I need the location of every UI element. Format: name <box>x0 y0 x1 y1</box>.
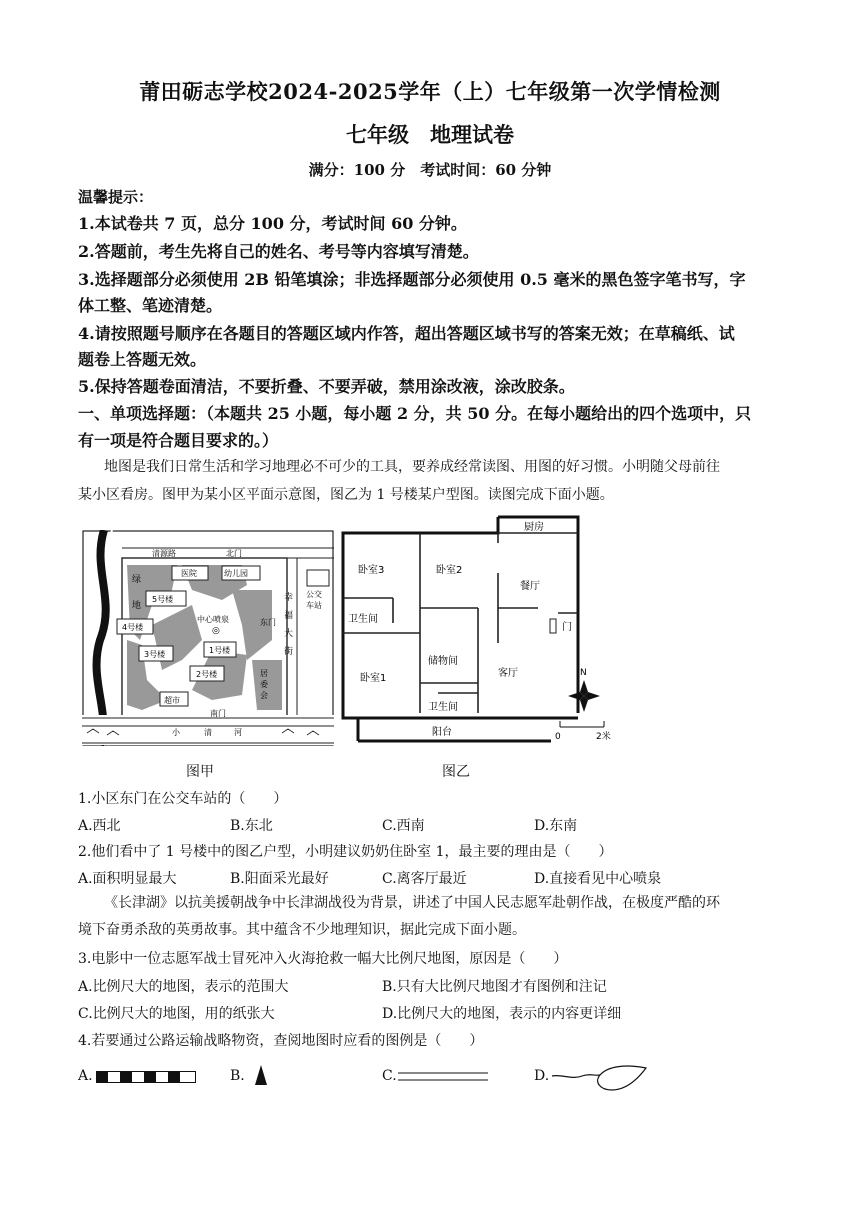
room-label: 餐厅 <box>520 581 540 592</box>
map-label: 福 <box>284 611 294 621</box>
map-label: 公交 <box>306 590 322 599</box>
option-c[interactable]: C.离客厅最近 <box>382 871 467 887</box>
map-label: 北门 <box>226 549 242 558</box>
room-label: 门 <box>562 622 572 633</box>
room-label: 阳台 <box>432 727 452 738</box>
room-label: 卫生间 <box>348 614 378 625</box>
room-label: 卧室2 <box>436 565 463 576</box>
north-label: N <box>580 668 587 678</box>
map-label: 1号楼 <box>209 646 231 655</box>
map-label: 河 <box>234 728 242 737</box>
notice-item: 体工整、笔迹清楚。 <box>78 296 223 315</box>
option-a[interactable]: A.比例尺大的地图，表示的范围大 <box>78 979 289 995</box>
option-a[interactable]: A.面积明显最大 <box>78 871 177 887</box>
intro-paragraph: 某小区看房。图甲为某小区平面示意图，图乙为 1 号楼某户型图。读图完成下面小题。 <box>78 487 614 503</box>
map-label: 中心喷泉 <box>197 615 229 624</box>
map-label: 2号楼 <box>196 670 218 679</box>
question-stem: 1.小区东门在公交车站的（ ） <box>78 791 288 807</box>
map-label: 医院 <box>181 569 197 578</box>
compass-icon <box>568 680 600 712</box>
notice-item: 5.保持答题卷面清洁，不要折叠、不要弄破，禁用涂改液，涂改胶条。 <box>78 377 575 396</box>
notice-item: 题卷上答题无效。 <box>78 350 207 369</box>
option-d[interactable]: D. <box>534 1068 550 1084</box>
room-label: 卧室3 <box>358 565 385 576</box>
option-b[interactable]: B.只有大比例尺地图才有图例和注记 <box>382 979 607 995</box>
option-c[interactable]: C.西南 <box>382 818 425 834</box>
notice-item: 2.答题前，考生先将自己的姓名、考号等内容填写清楚。 <box>78 242 479 261</box>
map-label: 居 <box>260 669 268 678</box>
section-heading: 有一项是符合题目要求的。） <box>78 431 279 450</box>
option-b[interactable]: B. <box>230 1068 245 1084</box>
apartment-floor-plan <box>338 513 628 753</box>
room-label: 厨房 <box>524 522 544 533</box>
room-label: 客厅 <box>498 668 518 679</box>
map-label: 幸 <box>284 593 294 603</box>
notice-item: 4.请按照题号顺序在各题目的答题区域内作答，超出答题区域书写的答案无效；在草稿纸、试 <box>78 324 735 343</box>
question-stem: 2.他们看中了 1 号楼中的图乙户型，小明建议奶奶住卧室 1，最主要的理由是（ ） <box>78 844 613 860</box>
map-label: 清 <box>204 728 212 737</box>
intro-paragraph: 地图是我们日常生活和学习地理必不可少的工具，要养成经常读图、用图的好习惯。小明随父母前往 <box>104 459 720 475</box>
option-b[interactable]: B.阳面采光最好 <box>230 871 329 887</box>
map-label: 南门 <box>210 709 226 718</box>
map-label: 会 <box>260 691 268 700</box>
scale-label: 0 <box>555 732 561 742</box>
room-label: 卫生间 <box>428 702 458 713</box>
notice-heading: 温馨提示： <box>78 188 154 206</box>
community-plan-map <box>82 530 334 746</box>
map-label: 超市 <box>164 696 180 705</box>
highway-symbol-icon <box>398 1070 490 1084</box>
exam-subtitle: 七年级 地理试卷 <box>346 122 514 147</box>
option-d[interactable]: D.比例尺大的地图，表示的内容更详细 <box>382 1006 622 1022</box>
notice-item: 3.选择题部分必须使用 2B 铅笔填涂；非选择题部分必须使用 0.5 毫米的黑色签字笔书写，字 <box>78 270 746 289</box>
scale-label: 2米 <box>596 732 611 742</box>
option-d[interactable]: D.东南 <box>534 818 578 834</box>
map-label: 地 <box>132 601 142 611</box>
map-label: 大 <box>284 629 294 639</box>
railway-symbol-icon <box>96 1069 196 1085</box>
map-label: 4号楼 <box>122 623 144 632</box>
question-stem: 3.电影中一位志愿军战士冒死冲入火海抢救一幅大比例尺地图，原因是（ ） <box>78 951 568 967</box>
map-label: 街 <box>284 647 294 657</box>
section-heading: 一、单项选择题：（本题共 25 小题，每小题 2 分，共 50 分。在每小题给出的四个选项中，只 <box>78 404 752 423</box>
score-line: 满分：100 分 考试时间：60 分钟 <box>308 161 552 179</box>
option-c[interactable]: C. <box>382 1068 397 1084</box>
map-label: 绿 <box>132 575 142 585</box>
option-c[interactable]: C.比例尺大的地图，用的纸张大 <box>78 1006 275 1022</box>
room-label: 储物间 <box>428 656 458 667</box>
map-label: 小 <box>172 728 180 737</box>
option-b[interactable]: B.东北 <box>230 818 273 834</box>
exam-title: 莆田砺志学校2024-2025学年（上）七年级第一次学情检测 <box>139 79 721 104</box>
intro-paragraph: 《长津湖》以抗美援朝战争中长津湖战役为背景，讲述了中国人民志愿军赴朝作战，在极度严酷的环 <box>104 895 720 911</box>
figure-caption: 图乙 <box>442 764 470 780</box>
figure-caption: 图甲 <box>186 764 214 780</box>
mountain-peak-icon <box>254 1064 268 1086</box>
room-label: 卧室1 <box>360 673 387 684</box>
map-label: 车站 <box>306 601 322 610</box>
option-d[interactable]: D.直接看见中心喷泉 <box>534 871 662 887</box>
map-label: 幼儿园 <box>224 569 248 578</box>
option-a[interactable]: A. <box>78 1068 93 1084</box>
fountain-icon: ◎ <box>212 626 220 636</box>
option-a[interactable]: A.西北 <box>78 818 121 834</box>
map-label: 3号楼 <box>144 650 166 659</box>
map-label: 清源路 <box>152 549 176 558</box>
map-label: 委 <box>260 680 268 689</box>
map-label: 东门 <box>260 618 276 627</box>
intro-paragraph: 境下奋勇杀敌的英勇故事。其中蕴含不少地理知识，据此完成下面小题。 <box>78 922 526 938</box>
notice-item: 1.本试卷共 7 页，总分 100 分，考试时间 60 分钟。 <box>78 214 467 233</box>
map-label: 5号楼 <box>152 595 174 604</box>
river-lake-symbol-icon <box>550 1060 654 1094</box>
question-stem: 4.若要通过公路运输战略物资，查阅地图时应看的图例是（ ） <box>78 1033 484 1049</box>
